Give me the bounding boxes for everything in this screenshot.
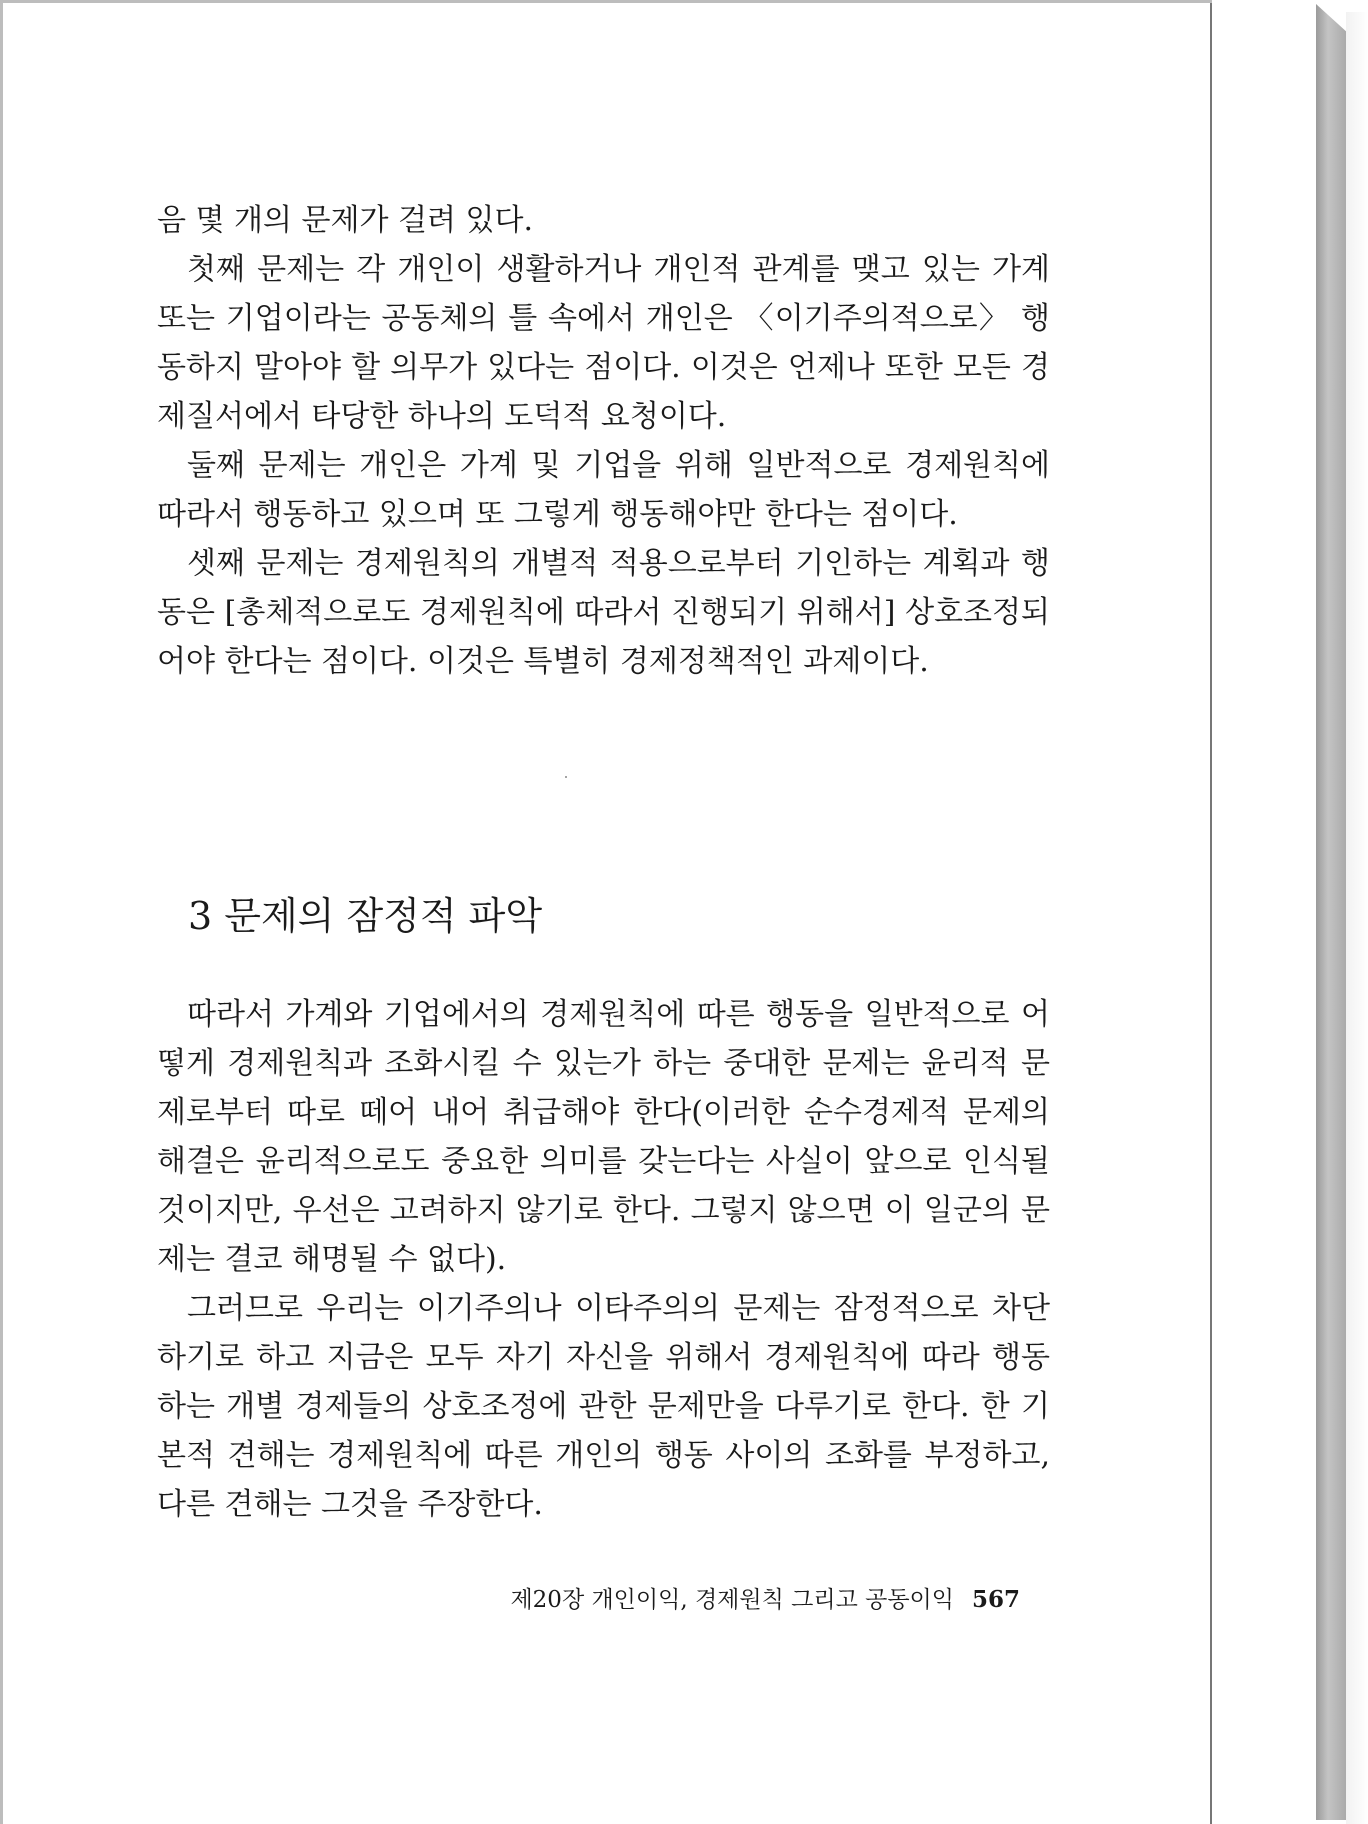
page-number: 567 — [971, 1586, 1020, 1613]
page-top-border — [0, 0, 1212, 3]
section-heading: 3 문제의 잠정적 파악 — [188, 894, 543, 938]
bottom-text-block — [157, 990, 1050, 1529]
page-footer — [440, 1582, 1020, 1618]
page-left-border — [0, 0, 3, 1824]
top-text-block — [157, 196, 1050, 686]
running-head: 제20장 개인이익, 경제원칙 그리고 공동이익 — [510, 1587, 954, 1613]
paragraph-coordination: 그러므로 우리는 이기주의나 이타주의의 문제는 잠정적으로 차단하기로 하고 지금은 모두 자기 자신을 위해서 경제원칙에 따라 행동하는 개별 경제들의 상호조정에 관한 문제만을 다루기로 한다. 한 기본적 견해는 경제원칙에 따른 개인의 행동 사이의 조화를 부정하고, 다른 견해는 그것을 주장한다. — [157, 1291, 1050, 1522]
page-stack-edge — [1316, 4, 1346, 1820]
scan-speck — [565, 776, 567, 778]
paragraph-continuation: 음 몇 개의 문제가 걸려 있다. — [157, 203, 533, 238]
paragraph-economic-principle: 따라서 가계와 기업에서의 경제원칙에 따른 행동을 일반적으로 어떻게 경제원칙과 조화시킬 수 있는가 하는 중대한 문제는 윤리적 문제로부터 따로 떼어 내어 취급해야 한다(이러한 순수경제적 문제의 해결은 윤리적으로도 중요한 의미를 갖는다는 사실이 앞으로 인식될 것이지만, 우선은 고려하지 않기로 한다. 그렇지 않으면 이 일군의 문제는 결코 해명될 수 없다). — [157, 997, 1050, 1277]
page-edge-shadow — [1346, 12, 1368, 1824]
paragraph-first-problem: 첫째 문제는 각 개인이 생활하거나 개인적 관계를 맺고 있는 가계 또는 기업이라는 공동체의 틀 속에서 개인은 〈이기주의적으로〉 행동하지 말아야 할 의무가 있다는 점이다. 이것은 언제나 또한 모든 경제질서에서 타당한 하나의 도덕적 요청이다. — [157, 252, 1050, 434]
paragraph-second-problem: 둘째 문제는 개인은 가계 및 기업을 위해 일반적으로 경제원칙에 따라서 행동하고 있으며 또 그렇게 행동해야만 한다는 점이다. — [157, 448, 1050, 532]
paragraph-third-problem: 셋째 문제는 경제원칙의 개별적 적용으로부터 기인하는 계획과 행동은 [총체적으로도 경제원칙에 따라서 진행되기 위해서] 상호조정되어야 한다는 점이다. 이것은 특별히 경제정책적인 과제이다. — [157, 546, 1050, 679]
